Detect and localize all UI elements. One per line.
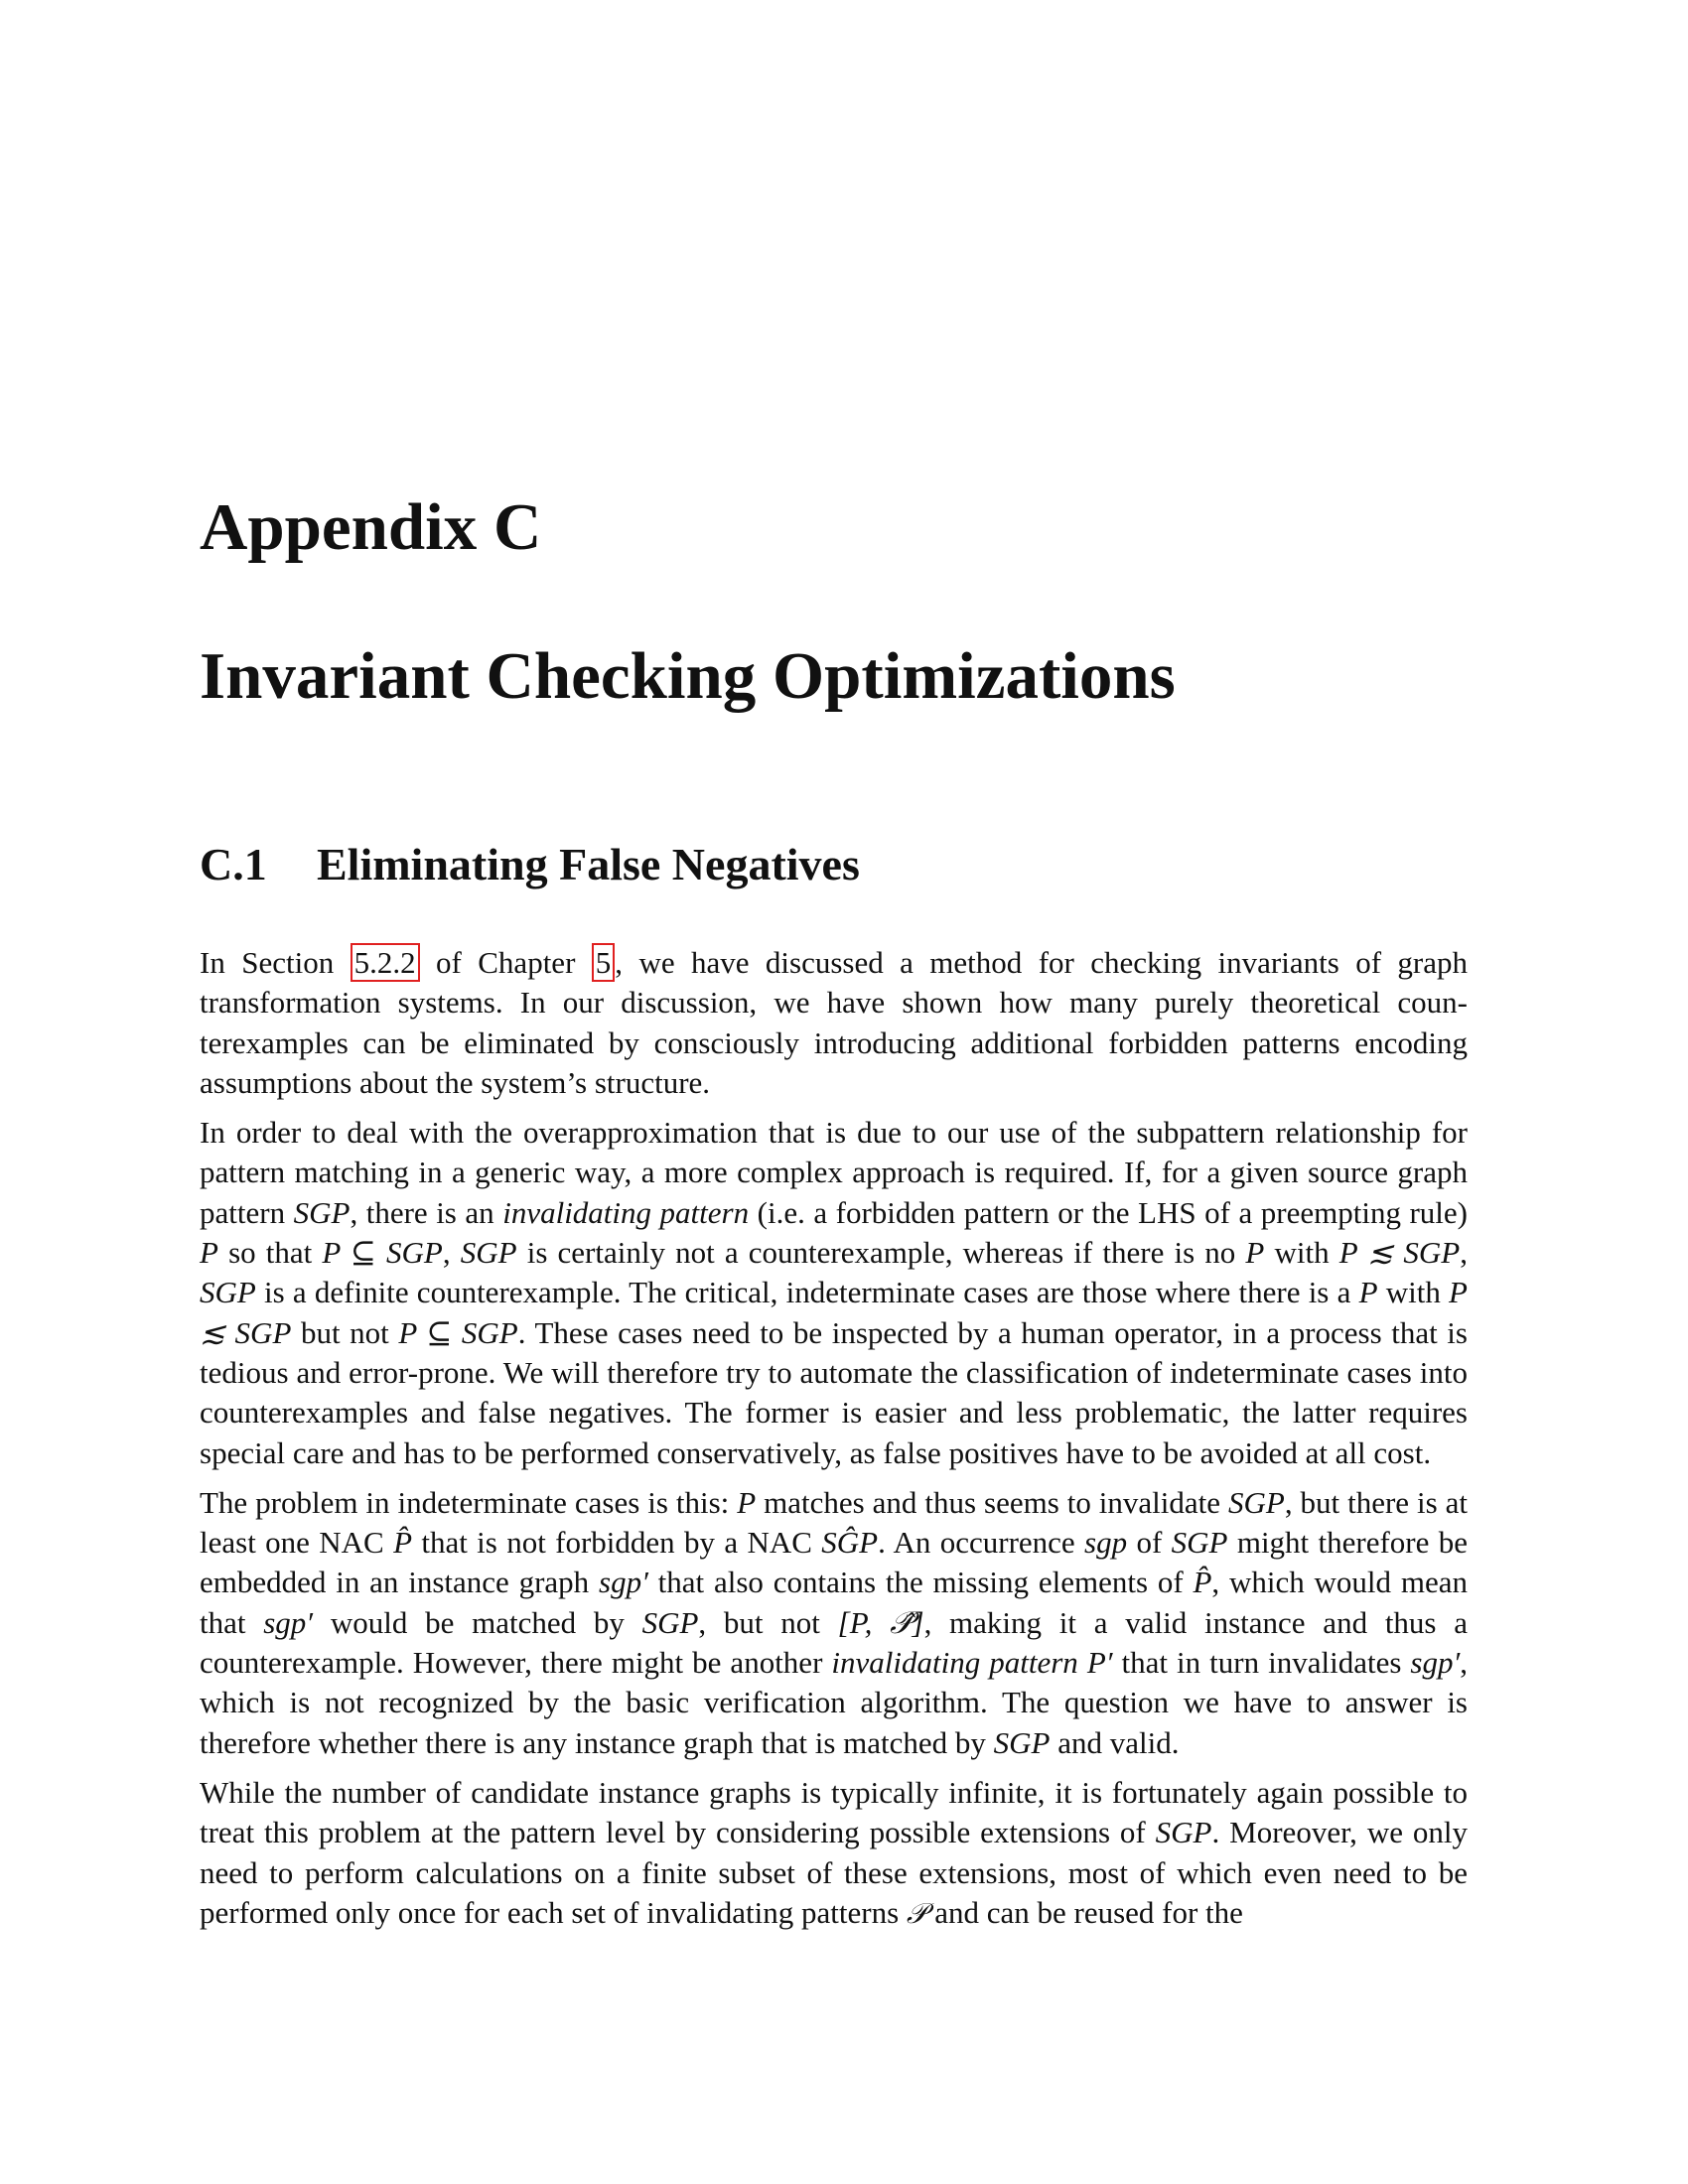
math: SGP <box>641 1604 699 1640</box>
math: SGP <box>1227 1484 1285 1520</box>
math: sgp <box>1084 1525 1128 1561</box>
math: P <box>200 1235 218 1271</box>
emphasis: invalidating pattern <box>831 1645 1078 1681</box>
paragraph-4: While the number of candidate instance graphs is typically infinite, it is fortunately again possible to treat this problem at the pattern level by considering possible extensions of SGP. Moreover, we only need to perform calculations on a finite subset of these extensions, most of which even need to be performed only once for each set of invalidating patterns 𝒫 and can be reused for the <box>200 1774 1468 1930</box>
chapter-title: Invariant Checking Optimizations <box>200 639 1176 713</box>
math: SGP <box>1171 1525 1228 1561</box>
math: SGP <box>200 1275 256 1310</box>
math: P ≲ SGP <box>1338 1235 1461 1271</box>
math: SGP <box>293 1194 351 1230</box>
math: [P, 𝒫̂] <box>837 1604 924 1640</box>
math: sgp′ <box>263 1604 314 1640</box>
section-number: C.1 <box>200 839 267 889</box>
section-ref-link[interactable]: 5.2.2 <box>351 943 420 982</box>
math: SGP <box>993 1724 1051 1760</box>
math: P ⊆ SGP <box>322 1235 443 1271</box>
math: P <box>1245 1235 1265 1271</box>
paragraph-3: The problem in indeterminate cases is this: P matches and thus seems to invalidate SGP, but there is at least one NAC P̂ that is not forbidden by a NAC SĜP. An occurrence sgp of SGP might therefore be embedded in an instance graph sgp′ that also contains the missing elements of P̂, which would mean that sgp′ would be matched by SGP, but not [P, 𝒫̂], making it a valid instance and thus a counterexample. However, there might be another invalidating pattern P′ that in turn invalidates sgp′, which is not recognized by the basic verification algorithm. The question we have to answer is therefore whether there is any instance graph that is matched by SGP and valid. <box>200 1484 1469 1760</box>
math: sgp′ <box>599 1565 648 1600</box>
math: P̂ <box>393 1525 412 1561</box>
math: P ≲ SGP <box>200 1275 1468 1350</box>
math: P ⊆ SGP <box>398 1314 518 1350</box>
emphasis: invalidating pattern <box>502 1194 750 1230</box>
section-title: Eliminating False Negatives <box>317 839 860 889</box>
section-heading <box>200 839 860 889</box>
body-text <box>200 943 1468 1944</box>
math: P <box>1358 1275 1378 1310</box>
math: 𝒫 <box>906 1896 927 1930</box>
paragraph-1: In Section 5.2.2 of Chapter 5 , we have discussed a method for checking invariants of graph transformation systems. In our discussion, we have shown how many purely theoretical counterexamples can be eliminated by consciously introducing additional forbidden patterns encoding assumptions about the system’s structure. <box>200 945 1468 1100</box>
math: sgp′ <box>1410 1645 1461 1681</box>
math: SĜP <box>821 1525 879 1561</box>
math: SGP <box>460 1235 517 1271</box>
math: SGP <box>1155 1815 1212 1850</box>
math: P <box>737 1484 757 1520</box>
chapter-ref-link[interactable]: 5 <box>592 943 616 982</box>
math: P̂ <box>1193 1565 1212 1600</box>
math: P′ <box>1086 1645 1113 1681</box>
paragraph-2: In order to deal with the overapproximation that is due to our use of the subpattern relationship for pattern matching in a generic way, a more complex approach is required. If, for a given source graph pattern SGP, there is an invalidating pattern (i.e. a forbidden pattern or the LHS of a preempting rule) P so that P ⊆ SGP, SGP is certainly not a counterexample, whereas if there is no P with P ≲ SGP, SGP is a definite counterexample. The critical, indeterminate cases are those where there is a P with P ≲ SGP but not P ⊆ SGP. These cases need to be inspected by a human operator, in a process that is tedious and error-prone. We will therefore try to automate the classification of indeterminate cases into counterexamples and false negatives. The former is easier and less problematic, the latter requires special care and has to be performed conservatively, as false positives have to be avoided at all cost. <box>200 1115 1469 1470</box>
appendix-label: Appendix C <box>200 490 542 564</box>
